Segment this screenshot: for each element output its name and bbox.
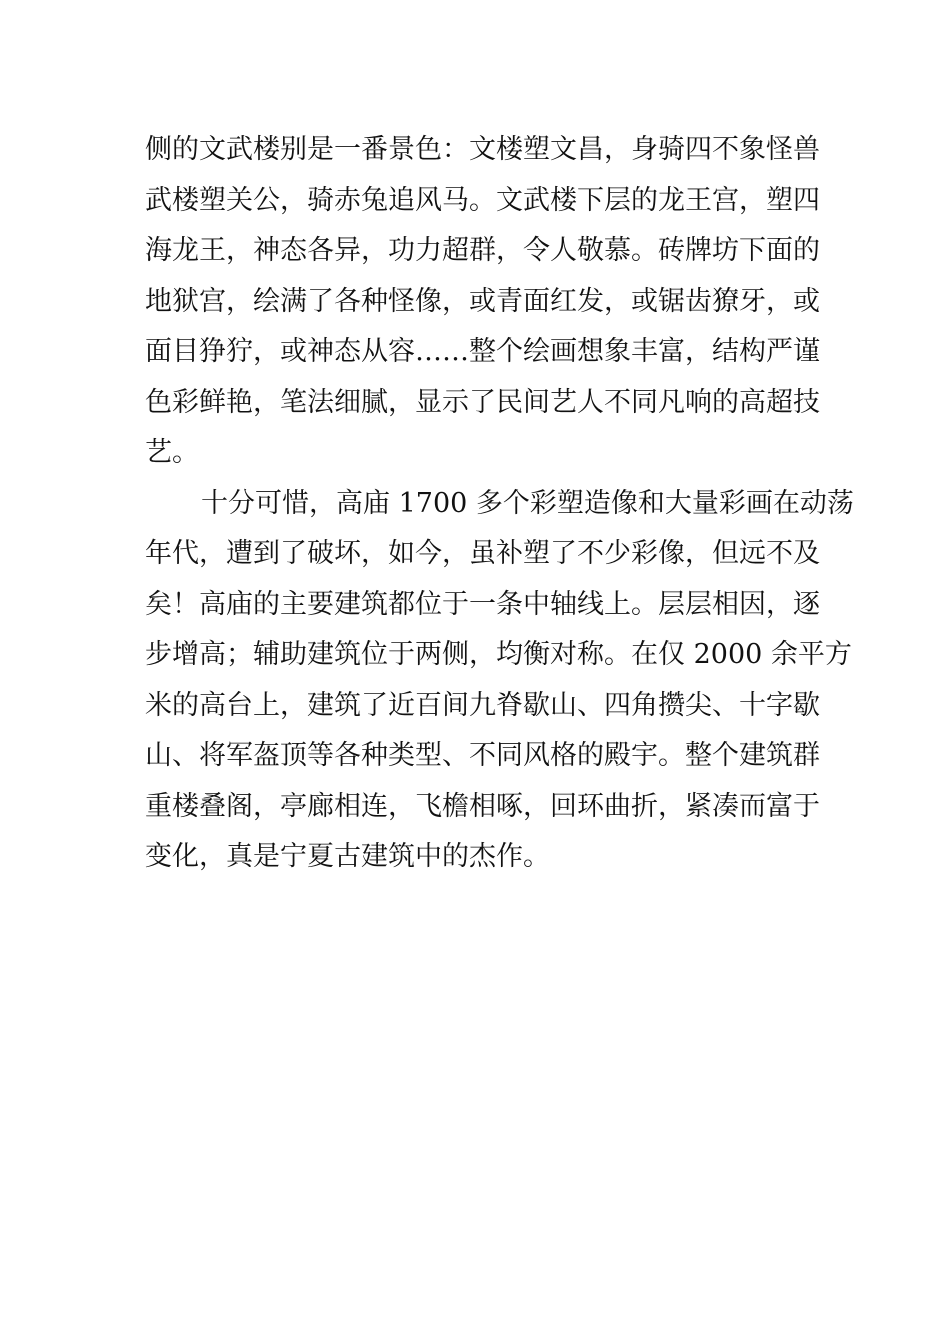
text-line: 艺。 <box>145 437 199 468</box>
text-line: 侧的文武楼别是一番景色：文楼塑文昌，身骑四不象怪兽 <box>145 134 820 165</box>
paragraph-2 <box>145 479 854 883</box>
text-line: 山、将军盔顶等各种类型、不同风格的殿宇。整个建筑群 <box>145 740 820 771</box>
text-line: 地狱宫，绘满了各种怪像，或青面红发，或锯齿獠牙，或 <box>145 285 820 317</box>
text-line: 矣！高庙的主要建筑都位于一条中轴线上。层层相因，逐 <box>145 588 820 620</box>
text-line: 变化，真是宁夏古建筑中的杰作。 <box>145 841 550 872</box>
text-line: 色彩鲜艳，笔法细腻，显示了民间艺人不同凡响的高超技 <box>145 386 820 418</box>
text-line: 步增高；辅助建筑位于两侧，均衡对称。在仅 2000 余平方 <box>145 639 852 670</box>
body-text <box>145 125 854 883</box>
paragraph-1 <box>145 125 820 479</box>
text-line: 武楼塑关公，骑赤兔追风马。文武楼下层的龙王宫，塑四 <box>145 184 820 216</box>
text-line: 年代，遭到了破坏，如今，虽补塑了不少彩像，但远不及 <box>145 538 820 569</box>
text-line: 面目狰狞，或神态从容……整个绘画想象丰富，结构严谨 <box>145 336 820 367</box>
text-line: 重楼叠阁，亭廊相连，飞檐相啄，回环曲折，紧凑而富于 <box>145 790 820 822</box>
text-line: 海龙王，神态各异，功力超群，令人敬慕。砖牌坊下面的 <box>145 235 820 266</box>
text-line: 十分可惜，高庙 1700 多个彩塑造像和大量彩画在动荡 <box>201 487 854 519</box>
text-line: 米的高台上，建筑了近百间九脊歇山、四角攒尖、十字歇 <box>145 689 820 721</box>
